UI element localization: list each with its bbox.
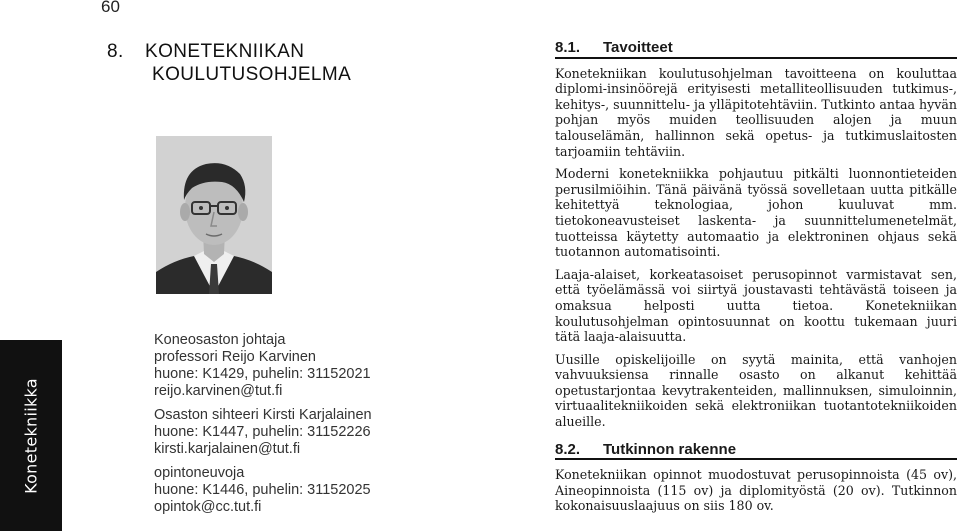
paragraph: Konetekniikan koulutusohjelman tavoitteena on kouluttaa diplomi-insinöörejä erityisesti metalliteollisuuden tutkimus-, kehitys-, suunnittelu- ja ylläpitotehtäviin. Tutkinto antaa hyvän pohjan myös muiden teollisuuden alojen ja muun talouselämän, hallinnon sekä opetus- ja tutkimuslaitosten tarjoamiin tehtäviin. — [555, 65, 957, 159]
side-tab — [0, 340, 62, 531]
paragraph: Laaja-alaiset, korkeatasoiset perusopinnot varmistavat sen, että työelämässä voi siirtyä joustavasti tehtävästä toiseen ja omaksua helposti uutta tietoa. Konetekniikan koulutusohjelman opintosuunnat on koottu tukemaan juuri tätä laaja-alaisuutta. — [555, 266, 957, 345]
portrait-photo — [156, 136, 272, 294]
paragraph: Uusille opiskelijoille on syytä mainita, että vanhojen vahvuuksiensa rinnalle osasto on alkanut kehittää opetustarjontaa kevytrakenteiden, mallinnuksen, simuloinnin, virtuaalitekniikoiden sekä elektroniikan tuotantotekniikoiden alueille. — [555, 351, 957, 430]
main-text-column — [555, 40, 957, 521]
head-name: professori Reijo Karvinen — [154, 349, 316, 365]
paragraph: Moderni konetekniikka pohjautuu pitkälti luonnontieteiden perusilmiöihin. Tänä päivänä työssä sovelletaan uutta pitkälle kehitettyä teknologiaa, johon kuuluvat mm. tietokoneavusteiset laskenta- ja suunnittelumenetelmät, tuotteissa käytetty automaatio ja elektroninen ohjaus sekä tuotannon automatisointi. — [555, 166, 957, 260]
chapter-title-line1: KONETEKNIIKAN — [145, 41, 305, 62]
chapter-number: 8. — [107, 41, 124, 62]
secretary-name: Osaston sihteeri Kirsti Karjalainen — [154, 407, 372, 423]
advising-room-phone: huone: K1446, puhelin: 31152025 — [154, 482, 371, 498]
secretary-room-phone: huone: K1447, puhelin: 31152226 — [154, 424, 371, 440]
head-role: Koneosaston johtaja — [154, 332, 286, 348]
contact-info — [154, 332, 454, 516]
paragraph: Konetekniikan opinnot muodostuvat perusopinnoista (45 ov), Aineopinnoista (115 ov) ja diplomityöstä (20 ov). Tutkinnon kokonaisuuslaajuus on siis 180 ov. — [555, 467, 957, 514]
chapter-heading — [107, 40, 407, 86]
section-title: Tavoitteet — [603, 39, 673, 56]
section-heading-goals — [555, 40, 957, 59]
head-room-phone: huone: K1429, puhelin: 31152021 — [154, 366, 371, 382]
section-number: 8.2. — [555, 440, 581, 458]
section-number: 8.1. — [555, 39, 581, 56]
side-tab-label: Konetekniikka — [21, 377, 41, 494]
advising-name: opintoneuvoja — [154, 465, 245, 481]
head-email: reijo.karvinen@tut.fi — [154, 383, 283, 399]
secretary-email: kirsti.karjalainen@tut.fi — [154, 441, 301, 457]
section-title: Tutkinnon rakenne — [603, 440, 737, 458]
section-heading-structure — [555, 442, 957, 461]
chapter-title-line2: KOULUTUSOHJELMA — [152, 64, 352, 85]
advising-email: opintok@cc.tut.fi — [154, 499, 262, 515]
page-number: 60 — [101, 0, 120, 16]
